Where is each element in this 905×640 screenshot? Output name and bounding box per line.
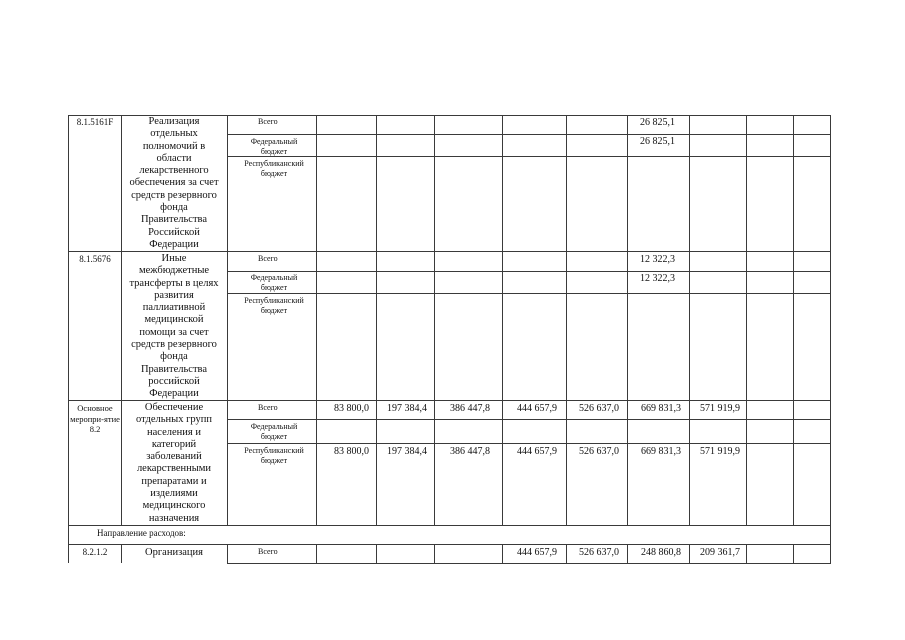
col-rule [793, 115, 794, 525]
col-rule [121, 544, 122, 563]
value-cell: 12 322,3 [640, 273, 675, 284]
row-rule [227, 563, 831, 564]
value-cell: 444 657,9 [517, 446, 557, 457]
value-cell: 444 657,9 [517, 547, 557, 558]
source-label: Всего [258, 547, 278, 556]
value-cell: 526 637,0 [579, 547, 619, 558]
value-cell: 209 361,7 [700, 547, 740, 558]
col-rule [316, 544, 317, 563]
col-rule [227, 115, 228, 525]
value-cell: 83 800,0 [334, 403, 369, 414]
value-cell: 526 637,0 [579, 403, 619, 414]
source-label: Федеральный бюджет [250, 273, 298, 292]
row-rule [227, 271, 831, 272]
row-code: 8.2.1.2 [82, 547, 108, 557]
source-label: Федеральный бюджет [250, 422, 298, 441]
value-cell: 444 657,9 [517, 403, 557, 414]
col-rule [316, 115, 317, 525]
source-label: Республиканский бюджет [244, 296, 304, 315]
col-rule [376, 115, 377, 525]
value-cell: 248 860,8 [641, 547, 681, 558]
col-rule [502, 115, 503, 525]
section-label: Направление расходов: [97, 528, 186, 538]
value-cell: 386 447,8 [450, 403, 490, 414]
row-code: 8.1.5161F [76, 117, 114, 127]
col-rule [793, 544, 794, 563]
value-cell: 197 384,4 [387, 446, 427, 457]
row-name: Иные межбюджетные трансферты в целях развития паллиативной медицинской помощи за счет средств резервного фонда Правительства российской Федерации [129, 253, 219, 400]
col-rule [746, 115, 747, 525]
value-cell: 83 800,0 [334, 446, 369, 457]
value-cell: 571 919,9 [700, 403, 740, 414]
source-label: Всего [258, 254, 278, 263]
col-rule [830, 115, 831, 563]
source-label: Всего [258, 117, 278, 126]
value-cell: 197 384,4 [387, 403, 427, 414]
row-rule [68, 525, 831, 526]
col-rule [627, 115, 628, 525]
row-rule [227, 293, 831, 294]
source-label: Федеральный бюджет [250, 137, 298, 156]
value-cell: 669 831,3 [641, 403, 681, 414]
col-rule [68, 115, 69, 563]
row-name: Реализация отдельных полномочий в области лекарственного обеспечения за счет средств резервного фонда Правительства Российской Федерации [129, 116, 219, 250]
value-cell: 386 447,8 [450, 446, 490, 457]
row-name: Обеспечение отдельных групп населения и категорий заболеваний лекарственными препаратами и изделиями медицинского назначения [135, 402, 213, 524]
row-code: 8.1.5676 [79, 254, 111, 264]
row-name: Организация [145, 547, 203, 558]
col-rule [434, 544, 435, 563]
source-label: Всего [258, 403, 278, 412]
col-rule [376, 544, 377, 563]
value-cell: 669 831,3 [641, 446, 681, 457]
col-rule [689, 115, 690, 525]
col-rule [227, 544, 228, 563]
value-cell: 26 825,1 [640, 136, 675, 147]
source-label: Республиканский бюджет [244, 159, 304, 178]
col-rule [566, 115, 567, 525]
value-cell: 571 919,9 [700, 446, 740, 457]
row-rule [227, 156, 831, 157]
col-rule [746, 544, 747, 563]
value-cell: 26 825,1 [640, 117, 675, 128]
row-rule [227, 443, 831, 444]
col-rule [434, 115, 435, 525]
row-rule [68, 544, 831, 545]
source-label: Республиканский бюджет [244, 446, 304, 465]
row-code: Основное меропри-ятие 8.2 [70, 403, 120, 434]
row-rule [227, 419, 831, 420]
row-rule [227, 134, 831, 135]
col-rule [121, 115, 122, 525]
value-cell: 526 637,0 [579, 446, 619, 457]
value-cell: 12 322,3 [640, 254, 675, 265]
